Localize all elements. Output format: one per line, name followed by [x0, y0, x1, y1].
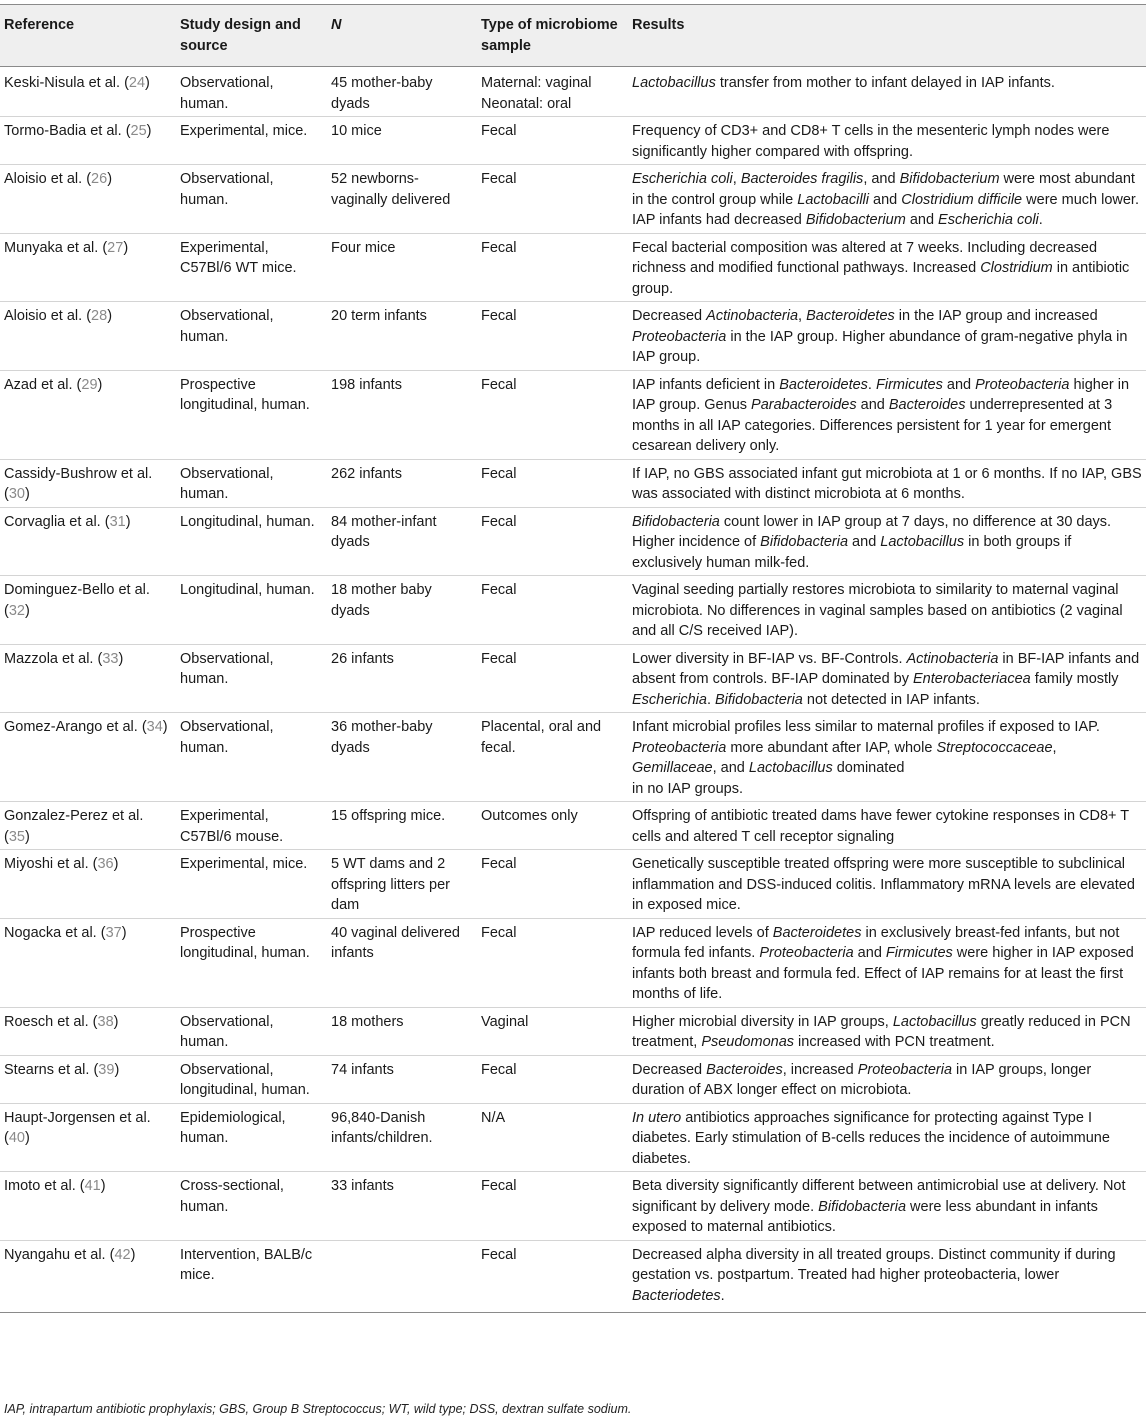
reference-number-link[interactable]: 41 — [84, 1178, 101, 1194]
reference-number-link[interactable]: 24 — [128, 75, 146, 91]
cell-reference: Stearns et al. (39) — [0, 1055, 176, 1103]
cell-reference: Corvaglia et al. (31) — [0, 507, 176, 576]
results-text: and — [853, 945, 886, 961]
cell-results — [628, 1007, 1146, 1055]
table-row — [0, 918, 1146, 1007]
cell-reference: Keski-Nisula et al. (24) — [0, 67, 176, 117]
table-row — [0, 67, 1146, 117]
reference-number-link[interactable]: 42 — [114, 1246, 131, 1263]
results-taxon: Bacteroides fragilis — [740, 171, 864, 187]
cell-study-design: Intervention, BALB/c mice. — [176, 1240, 327, 1313]
results-text: Decreased alpha diversity in all treated groups. Distinct community if during gestation vs. postpartum. Treated had higher proteobacteria, lower — [632, 1246, 1116, 1283]
results-taxon: Escherichia — [632, 691, 707, 708]
results-text: in the IAP group and increased — [894, 308, 1098, 324]
results-text: in the IAP group. Higher abundance of gram-negative phyla in IAP group. — [632, 328, 1128, 365]
reference-author: Miyoshi et al. — [4, 856, 89, 872]
cell-results — [628, 233, 1146, 302]
table-row — [0, 1103, 1146, 1172]
results-taxon: Escherichia coli — [632, 171, 733, 187]
cell-n: 262 infants — [327, 459, 477, 507]
cell-reference: Gonzalez-Perez et al. (35) — [0, 802, 176, 850]
studies-table-container — [0, 4, 1146, 1313]
results-taxon: Pseudomonas — [701, 1034, 795, 1050]
results-text: Genetically susceptible treated offspring were more susceptible to subclinical inflammation and DSS-induced colitis. Inflammatory mRNA levels are elevated in exposed mice. — [632, 856, 1135, 913]
reference-number-link[interactable]: 39 — [98, 1061, 115, 1078]
results-text: Frequency of CD3+ and CD8+ T cells in the mesenteric lymph nodes were significantly higher compared with offspring. — [632, 123, 1110, 160]
reference-author: Gonzalez-Perez et al. — [4, 808, 144, 824]
cell-sample-type: Fecal — [477, 1240, 628, 1313]
reference-author: Imoto et al. — [4, 1178, 76, 1194]
reference-author: Munyaka et al. — [4, 239, 99, 256]
cell-sample-type: Fecal — [477, 1055, 628, 1103]
reference-author: Nogacka et al. — [4, 924, 97, 941]
results-text: Infant microbial profiles less similar to maternal profiles if exposed to IAP. — [632, 719, 1100, 735]
cell-sample-type: Fecal — [477, 1172, 628, 1241]
results-taxon: Escherichia coli — [938, 212, 1039, 228]
cell-reference: Imoto et al. (41) — [0, 1172, 176, 1241]
results-text: , — [798, 308, 807, 324]
results-text: IAP infants deficient in — [632, 376, 780, 393]
results-text: increased with PCN treatment. — [794, 1034, 995, 1050]
results-taxon: Lactobacilli — [797, 191, 869, 208]
cell-n: 40 vaginal delivered infants — [327, 918, 477, 1007]
results-text: , — [732, 171, 741, 187]
table-row — [0, 1055, 1146, 1103]
results-taxon: Bacteroides — [888, 397, 966, 413]
table-row — [0, 802, 1146, 850]
results-taxon: Firmicutes — [875, 376, 943, 393]
cell-n: 18 mother baby dyads — [327, 576, 477, 645]
reference-author: Stearns et al. — [4, 1061, 90, 1078]
header-study-design: Study design and source — [176, 5, 327, 67]
cell-results — [628, 1172, 1146, 1241]
cell-n: 15 offspring mice. — [327, 802, 477, 850]
cell-n: 26 infants — [327, 644, 477, 713]
cell-study-design: Prospective longitudinal, human. — [176, 918, 327, 1007]
reference-number-link[interactable]: 34 — [146, 719, 163, 735]
results-text: . — [1038, 212, 1043, 228]
table-body — [0, 67, 1146, 1313]
results-taxon: Bifidobacterium — [899, 171, 1000, 187]
results-text: Fecal bacterial composition was altered at 7 weeks. Including decreased richness and modified functional pathways. Increased — [632, 239, 1098, 276]
table-row — [0, 1007, 1146, 1055]
results-text: were much lower. IAP infants had decreased — [632, 191, 1139, 228]
cell-reference: Cassidy-Bushrow et al. (30) — [0, 459, 176, 507]
reference-number-link[interactable]: 28 — [91, 308, 108, 324]
cell-n: 84 mother-infant dyads — [327, 507, 477, 576]
reference-number-link[interactable]: 37 — [105, 924, 122, 941]
reference-number-link[interactable]: 36 — [97, 856, 114, 872]
cell-results — [628, 117, 1146, 165]
results-taxon: Streptococcaceae — [936, 739, 1053, 756]
cell-n: 52 newborns-vaginally delivered — [327, 165, 477, 234]
reference-author: Keski-Nisula et al. — [4, 75, 121, 91]
cell-reference: Nyangahu et al. (42) — [0, 1240, 176, 1313]
cell-n — [327, 1240, 477, 1313]
header-reference: Reference — [0, 5, 176, 67]
cell-sample-type: Placental, oral and fecal. — [477, 713, 628, 802]
reference-author: Haupt-Jorgensen et al. — [4, 1109, 151, 1126]
results-taxon: Bifidobacteria — [760, 534, 849, 550]
table-row — [0, 713, 1146, 802]
cell-reference: Tormo-Badia et al. (25) — [0, 117, 176, 165]
results-text: in antibiotic group. — [632, 260, 1130, 297]
cell-results — [628, 802, 1146, 850]
results-text: more abundant after IAP, whole — [726, 739, 937, 756]
results-taxon: Parabacteroides — [751, 397, 857, 413]
reference-author: Nyangahu et al. — [4, 1246, 106, 1263]
results-taxon: Actinobacteria — [906, 650, 999, 667]
results-text: Decreased — [632, 1061, 707, 1078]
results-taxon: Bifidobacteria — [632, 513, 720, 530]
cell-n: 5 WT dams and 2 offspring litters per dam — [327, 850, 477, 919]
results-taxon: Lactobacillus — [632, 75, 716, 91]
results-text: antibiotics approaches significance for protecting against Type I diabetes. Early stimulation of B-cells reduces the incidence of autoimmune diabetes. — [632, 1109, 1110, 1167]
results-text: were higher in IAP exposed infants both breast and formula fed. Effect of IAP remains for at least the first months of life. — [632, 945, 1134, 1002]
reference-number-link[interactable]: 38 — [97, 1013, 114, 1030]
reference-author: Roesch et al. — [4, 1013, 89, 1030]
results-taxon: Proteobacteria — [759, 945, 854, 961]
cell-sample-type: Fecal — [477, 370, 628, 459]
reference-number-link[interactable]: 29 — [81, 376, 98, 393]
results-taxon: Bacteroides — [706, 1061, 783, 1078]
cell-reference: Dominguez-Bello et al. (32) — [0, 576, 176, 645]
cell-results — [628, 644, 1146, 713]
cell-reference: Aloisio et al. (28) — [0, 302, 176, 371]
cell-study-design: Observational, human. — [176, 644, 327, 713]
results-text: dominated — [832, 760, 905, 776]
results-text: IAP reduced levels of — [632, 924, 773, 941]
results-taxon: In utero — [632, 1109, 682, 1126]
results-text: higher in IAP group. Genus — [632, 376, 1130, 413]
cell-reference: Nogacka et al. (37) — [0, 918, 176, 1007]
header-results: Results — [628, 5, 1146, 67]
cell-n: 45 mother-baby dyads — [327, 67, 477, 117]
cell-study-design: Cross-sectional, human. — [176, 1172, 327, 1241]
cell-study-design: Prospective longitudinal, human. — [176, 370, 327, 459]
cell-study-design: Observational, human. — [176, 302, 327, 371]
cell-sample-type: Fecal — [477, 644, 628, 713]
results-taxon: Proteobacteria — [632, 739, 727, 756]
cell-study-design: Longitudinal, human. — [176, 507, 327, 576]
table-header — [0, 5, 1146, 67]
cell-results — [628, 850, 1146, 919]
studies-table — [0, 4, 1146, 1313]
results-text: and — [905, 212, 939, 228]
cell-reference: Roesch et al. (38) — [0, 1007, 176, 1055]
cell-results — [628, 165, 1146, 234]
results-text: . — [706, 691, 716, 708]
cell-sample-type: Fecal — [477, 117, 628, 165]
results-text: were most abundant in the control group while — [632, 171, 1135, 208]
results-text: in both groups if exclusively human milk-fed. — [632, 534, 1072, 571]
results-taxon: Clostridium difficile — [901, 191, 1023, 208]
cell-study-design: Observational, longitudinal, human. — [176, 1055, 327, 1103]
results-text: and — [856, 397, 889, 413]
table-row — [0, 507, 1146, 576]
table-row — [0, 1240, 1146, 1313]
cell-sample-type: Fecal — [477, 302, 628, 371]
cell-n: 33 infants — [327, 1172, 477, 1241]
results-text: . — [867, 376, 876, 393]
reference-number-link[interactable]: 31 — [109, 513, 126, 530]
cell-results — [628, 507, 1146, 576]
cell-reference: Aloisio et al. (26) — [0, 165, 176, 234]
table-row — [0, 644, 1146, 713]
cell-results — [628, 918, 1146, 1007]
cell-sample-type: Fecal — [477, 233, 628, 302]
results-taxon: Gemillaceae — [632, 760, 713, 776]
cell-n: 18 mothers — [327, 1007, 477, 1055]
header-n: N — [327, 5, 477, 67]
cell-results — [628, 67, 1146, 117]
cell-study-design: Experimental, mice. — [176, 117, 327, 165]
table-row — [0, 850, 1146, 919]
results-text: Higher microbial diversity in IAP groups, — [632, 1013, 893, 1030]
results-text: , increased — [782, 1061, 858, 1078]
reference-author: Mazzola et al. — [4, 650, 94, 667]
results-text: Offspring of antibiotic treated dams have fewer cytokine responses in CD8+ T cells and altered T cell receptor signaling — [632, 808, 1129, 845]
cell-study-design: Observational, human. — [176, 1007, 327, 1055]
results-text: in exclusively breast-fed infants, but not formula fed infants. — [632, 924, 1120, 961]
reference-number-link[interactable]: 26 — [91, 171, 108, 187]
cell-n: 20 term infants — [327, 302, 477, 371]
cell-study-design: Longitudinal, human. — [176, 576, 327, 645]
cell-reference: Munyaka et al. (27) — [0, 233, 176, 302]
reference-author: Tormo-Badia et al. — [4, 123, 122, 139]
cell-study-design: Epidemiological, human. — [176, 1103, 327, 1172]
cell-study-design: Observational, human. — [176, 459, 327, 507]
results-taxon: Lactobacillus — [892, 1013, 977, 1030]
cell-reference: Azad et al. (29) — [0, 370, 176, 459]
reference-number-link[interactable]: 40 — [8, 1130, 25, 1146]
cell-sample-type: Fecal — [477, 507, 628, 576]
cell-reference: Haupt-Jorgensen et al. (40) — [0, 1103, 176, 1172]
reference-author: Aloisio et al. — [4, 308, 83, 324]
results-text: count lower in IAP group at 7 days, no difference at 30 days. Higher incidence of — [632, 513, 1112, 550]
results-text: . — [720, 1287, 725, 1304]
cell-results — [628, 576, 1146, 645]
cell-results — [628, 713, 1146, 802]
reference-author: Aloisio et al. — [4, 171, 83, 187]
cell-study-design: Experimental, C57Bl/6 mouse. — [176, 802, 327, 850]
cell-sample-type: Vaginal — [477, 1007, 628, 1055]
cell-sample-type: Fecal — [477, 576, 628, 645]
results-taxon: Proteobacteria — [632, 328, 727, 345]
cell-sample-type: Maternal: vaginal Neonatal: oral — [477, 67, 628, 117]
header-row — [0, 5, 1146, 67]
reference-number-link[interactable]: 32 — [8, 602, 25, 619]
table-row — [0, 459, 1146, 507]
results-taxon: Lactobacillus — [880, 534, 965, 550]
cell-results — [628, 1240, 1146, 1313]
results-taxon: Lactobacillus — [748, 760, 833, 776]
cell-study-design: Observational, human. — [176, 67, 327, 117]
cell-reference: Gomez-Arango et al. (34) — [0, 713, 176, 802]
cell-study-design: Observational, human. — [176, 713, 327, 802]
results-taxon: Bacteroidetes — [779, 376, 868, 393]
results-text: in IAP groups, longer duration of ABX longer effect on microbiota. — [632, 1061, 1092, 1098]
results-text: Decreased — [632, 308, 707, 324]
reference-number-link[interactable]: 27 — [107, 239, 124, 256]
table-row — [0, 117, 1146, 165]
cell-results — [628, 459, 1146, 507]
results-text: , — [1052, 739, 1057, 756]
cell-n: 10 mice — [327, 117, 477, 165]
table-row — [0, 1172, 1146, 1241]
results-taxon: Bacteriodetes — [632, 1287, 721, 1304]
results-text: Beta diversity significantly different between antimicrobial use at delivery. Not significant by delivery mode. — [632, 1178, 1126, 1215]
cell-reference: Miyoshi et al. (36) — [0, 850, 176, 919]
cell-n: 96,840-Danish infants/children. — [327, 1103, 477, 1172]
cell-sample-type: Fecal — [477, 165, 628, 234]
reference-number-link[interactable]: 33 — [102, 650, 119, 667]
results-taxon: Bifidobacterium — [805, 212, 906, 228]
reference-author: Azad et al. — [4, 376, 73, 393]
cell-results — [628, 370, 1146, 459]
results-text: Vaginal seeding partially restores microbiota to similarity to maternal vaginal microbiota. No differences in vaginal samples based on antibiotics (2 vaginal and all C/S received IAP). — [632, 582, 1123, 639]
reference-number-link[interactable]: 30 — [8, 486, 25, 502]
results-text: were less abundant in infants exposed to maternal antibiotics. — [632, 1198, 1098, 1235]
results-text: family mostly — [1030, 671, 1119, 687]
reference-author: Corvaglia et al. — [4, 513, 101, 530]
results-taxon: Bacteroidetes — [772, 924, 862, 941]
results-text: If IAP, no GBS associated infant gut microbiota at 1 or 6 months. If no IAP, GBS was associated with distinct microbiota at 6 months. — [632, 465, 1142, 502]
cell-reference: Mazzola et al. (33) — [0, 644, 176, 713]
results-text: and — [942, 376, 976, 393]
reference-author: Gomez-Arango et al. — [4, 719, 138, 735]
reference-author: Cassidy-Bushrow et al. — [4, 465, 153, 482]
results-text: and — [869, 191, 902, 208]
cell-n: Four mice — [327, 233, 477, 302]
cell-results — [628, 1055, 1146, 1103]
results-text: Lower diversity in BF-IAP vs. BF-Controls. — [632, 650, 907, 667]
results-text: , and — [863, 171, 900, 187]
results-text: not detected in IAP infants. — [802, 691, 980, 708]
results-taxon: Proteobacteria — [857, 1061, 953, 1078]
table-footnote: IAP, intrapartum antibiotic prophylaxis; GBS, Group B Streptococcus; WT, wild type; DSS, dextran sulfate sodium. — [4, 1402, 632, 1416]
cell-sample-type: Fecal — [477, 850, 628, 919]
cell-n: 74 infants — [327, 1055, 477, 1103]
results-text: and — [848, 534, 881, 550]
cell-sample-type: Fecal — [477, 459, 628, 507]
results-text: , and — [712, 760, 749, 776]
cell-n: 36 mother-baby dyads — [327, 713, 477, 802]
results-taxon: Bacteroidetes — [806, 308, 895, 324]
reference-author: Dominguez-Bello et al. — [4, 582, 150, 598]
cell-study-design: Experimental, C57Bl/6 WT mice. — [176, 233, 327, 302]
results-taxon: Actinobacteria — [706, 308, 799, 324]
cell-n: 198 infants — [327, 370, 477, 459]
reference-number-link[interactable]: 35 — [8, 828, 25, 845]
results-taxon: Clostridium — [980, 260, 1053, 276]
table-row — [0, 165, 1146, 234]
results-text: underrepresented at 3 months in all IAP categories. Differences persistent for 1 year for emergent cesarean delivery only. — [632, 397, 1113, 454]
cell-study-design: Experimental, mice. — [176, 850, 327, 919]
results-text: in BF-IAP infants and absent from controls. BF-IAP dominated by — [632, 650, 1140, 687]
results-text: in no IAP groups. — [632, 780, 743, 797]
table-row — [0, 233, 1146, 302]
cell-sample-type: Fecal — [477, 918, 628, 1007]
results-taxon: Enterobacteriacea — [913, 671, 1031, 687]
cell-results — [628, 1103, 1146, 1172]
cell-study-design: Observational, human. — [176, 165, 327, 234]
table-row — [0, 576, 1146, 645]
cell-sample-type: N/A — [477, 1103, 628, 1172]
results-taxon: Bifidobacteria — [818, 1198, 907, 1215]
table-row — [0, 370, 1146, 459]
results-taxon: Proteobacteria — [975, 376, 1070, 393]
results-text: transfer from mother to infant delayed in IAP infants. — [715, 75, 1055, 91]
results-taxon: Bifidobacteria — [715, 691, 803, 708]
reference-number-link[interactable]: 25 — [130, 123, 147, 139]
cell-results — [628, 302, 1146, 371]
results-text: greatly reduced in PCN treatment, — [632, 1013, 1131, 1050]
header-sample-type: Type of microbiome sample — [477, 5, 628, 67]
cell-sample-type: Outcomes only — [477, 802, 628, 850]
table-row — [0, 302, 1146, 371]
results-taxon: Firmicutes — [885, 945, 953, 961]
